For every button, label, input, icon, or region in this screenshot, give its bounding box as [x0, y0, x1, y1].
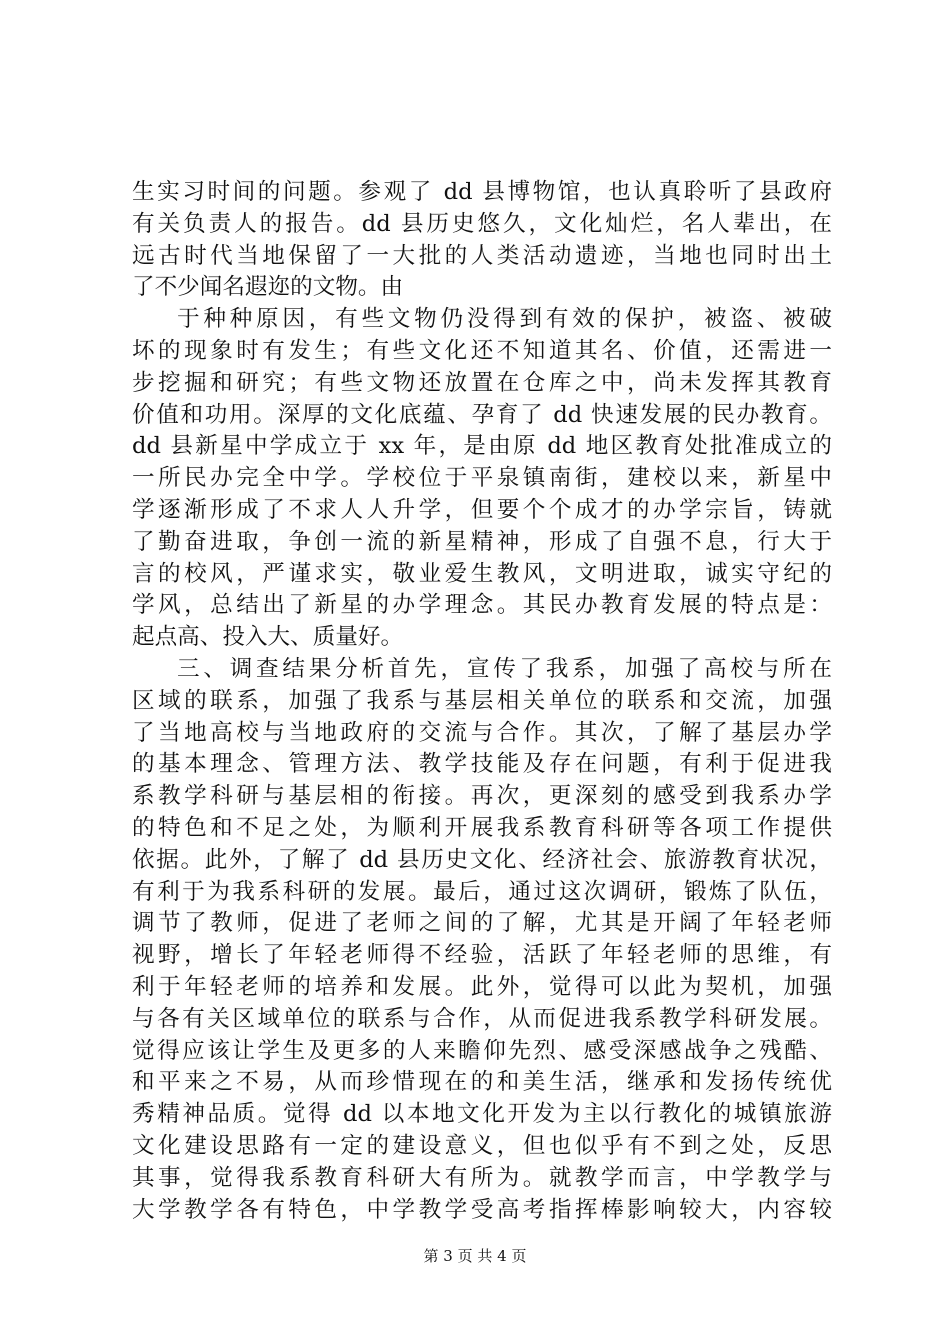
text-line: 步挖掘和研究；有些文物还放置在仓库之中，尚未发挥其教育 [132, 369, 832, 396]
text-line: 其事，觉得我系教育科研大有所为。就教学而言，中学教学与 [132, 1164, 832, 1191]
text-line: 学逐渐形成了不求人人升学，但要个个成才的办学宗旨，铸就 [132, 496, 832, 523]
text-line: 远古时代当地保留了一大批的人类活动遗迹，当地也同时出土 [132, 242, 832, 269]
text-line: 的特色和不足之处，为顺利开展我系教育科研等各项工作提供 [132, 814, 832, 841]
text-line: 一所民办完全中学。学校位于平泉镇南街，建校以来，新星中 [132, 465, 832, 492]
text-line: 视野，增长了年轻老师得不经验，活跃了年轻老师的思维，有 [132, 942, 832, 969]
text-line: 和平来之不易，从而珍惜现在的和美生活，继承和发扬传统优 [132, 1069, 832, 1096]
text-line: 价值和功用。深厚的文化底蕴、孕育了 dd 快速发展的民办教育。 [132, 401, 832, 428]
body-text [132, 177, 832, 1226]
text-line: 系教学科研与基层相的衔接。再次，更深刻的感受到我系办学 [132, 783, 832, 810]
page-footer: 第 3 页 共 4 页 [423, 1247, 527, 1265]
text-line: 的基本理念、管理方法、教学技能及存在问题，有利于促进我 [132, 751, 832, 778]
text-line: 文化建设思路有一定的建设意义，但也似乎有不到之处，反思 [132, 1132, 832, 1159]
text-line: 坏的现象时有发生；有些文化还不知道其名、价值，还需进一 [132, 337, 832, 364]
text-line: 秀精神品质。觉得 dd 以本地文化开发为主以行教化的城镇旅游 [132, 1101, 832, 1128]
text-line: 与各有关区域单位的联系与合作，从而促进我系教学科研发展。 [132, 1005, 832, 1032]
text-line: 了不少闻名遐迩的文物。由 [132, 274, 404, 301]
text-line: 调节了教师，促进了老师之间的了解，尤其是开阔了年轻老师 [132, 910, 832, 937]
text-line: 学风，总结出了新星的办学理念。其民办教育发展的特点是： [132, 592, 832, 619]
text-line: 依据。此外，了解了 dd 县历史文化、经济社会、旅游教育状况， [132, 846, 832, 873]
text-line: 于种种原因，有些文物仍没得到有效的保护，被盗、被破 [177, 306, 832, 333]
text-line: 言的校风，严谨求实，敬业爱生教风，文明进取，诚实守纪的 [132, 560, 832, 587]
text-line: dd 县新星中学成立于 xx 年，是由原 dd 地区教育处批准成立的 [132, 433, 832, 460]
text-line: 起点高、投入大、质量好。 [132, 624, 404, 651]
text-line: 利于年轻老师的培养和发展。此外，觉得可以此为契机，加强 [132, 973, 832, 1000]
text-line: 区域的联系，加强了我系与基层相关单位的联系和交流，加强 [132, 687, 832, 714]
text-line: 有利于为我系科研的发展。最后，通过这次调研，锻炼了队伍， [132, 878, 832, 905]
text-line: 生实习时间的问题。参观了 dd 县博物馆，也认真聆听了县政府 [132, 179, 832, 205]
text-line: 有关负责人的报告。dd 县历史悠久，文化灿烂，名人辈出，在 [132, 210, 832, 237]
text-line: 三、调查结果分析首先，宣传了我系，加强了高校与所在 [177, 655, 832, 682]
text-line: 了当地高校与当地政府的交流与合作。其次，了解了基层办学 [132, 719, 832, 746]
text-line: 觉得应该让学生及更多的人来瞻仰先烈、感受深感战争之残酷、 [132, 1037, 832, 1064]
text-line: 大学教学各有特色，中学教学受高考指挥棒影响较大，内容较 [132, 1196, 832, 1223]
text-line: 了勤奋进取，争创一流的新星精神，形成了自强不息，行大于 [132, 528, 832, 555]
